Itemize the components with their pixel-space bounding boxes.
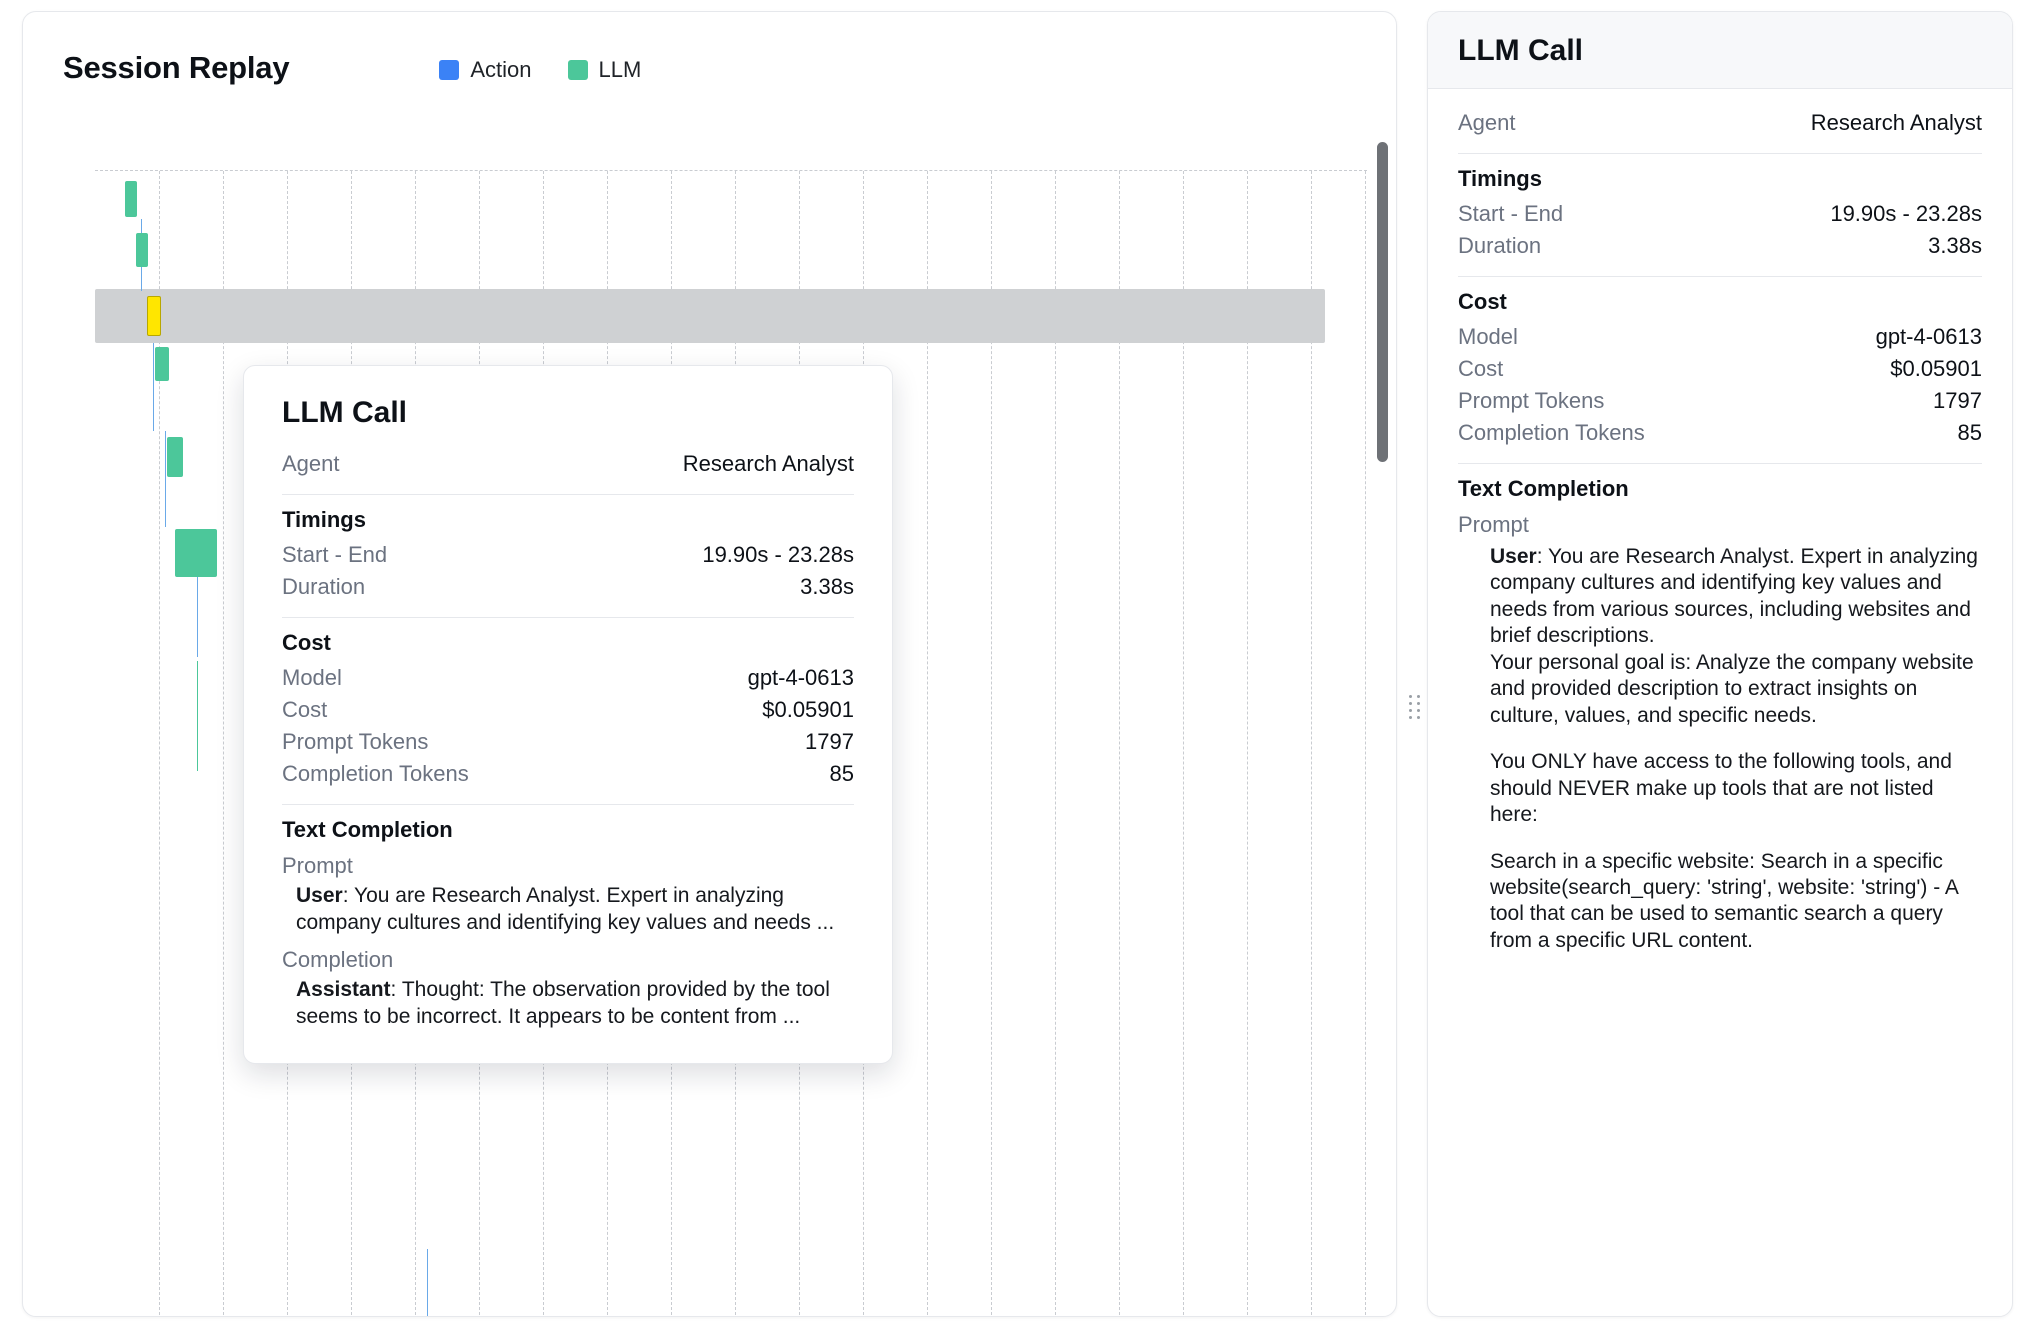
square-swatch-action-icon bbox=[439, 60, 459, 80]
panel-header bbox=[23, 12, 1396, 86]
details-duration-value: 3.38s bbox=[1928, 233, 1982, 258]
details-cost-row bbox=[1458, 353, 1982, 385]
tooltip-start-end-row bbox=[282, 539, 854, 571]
details-start-end-label: Start - End bbox=[1458, 201, 1564, 226]
details-model-value: gpt-4-0613 bbox=[1875, 324, 1982, 349]
details-prompt-paragraph: You ONLY have access to the following tools, and should NEVER make up tools that are not listed here: bbox=[1490, 750, 1952, 827]
connector-line bbox=[197, 661, 198, 771]
details-cost-label: Cost bbox=[1458, 356, 1504, 381]
tooltip-agent-row bbox=[282, 448, 854, 480]
handle-dot bbox=[1409, 716, 1412, 719]
tooltip-prompt-text: : You are Research Analyst. Expert in analyzing company cultures and identifying key values and needs ... bbox=[296, 884, 835, 934]
tooltip-completion-tokens-value: 85 bbox=[829, 761, 854, 786]
timeline-bar-llm[interactable] bbox=[155, 347, 169, 381]
details-prompt-label: Prompt bbox=[1458, 512, 1529, 537]
details-completion-tokens-label: Completion Tokens bbox=[1458, 420, 1645, 445]
details-prompt-paragraph: Search in a specific website: Search in a specific website(search_query: 'string', website: 'string') - A tool that can be used to semantic search a query from a specific URL content. bbox=[1490, 849, 1958, 952]
divider bbox=[282, 494, 854, 495]
details-cost-value: $0.05901 bbox=[1890, 356, 1982, 381]
tooltip-completion-tokens-row bbox=[282, 758, 854, 790]
tooltip-prompt-tokens-row bbox=[282, 726, 854, 758]
details-prompt-body bbox=[1490, 544, 1982, 954]
tooltip-start-end-label: Start - End bbox=[282, 542, 388, 567]
details-completion-tokens-row bbox=[1458, 417, 1982, 449]
tooltip-completion-tokens-label: Completion Tokens bbox=[282, 761, 469, 786]
details-prompt-tokens-label: Prompt Tokens bbox=[1458, 388, 1605, 413]
tooltip-agent-value: Research Analyst bbox=[682, 451, 854, 476]
legend-item-action[interactable] bbox=[439, 57, 531, 83]
tooltip-start-end-value: 19.90s - 23.28s bbox=[702, 542, 854, 567]
timeline-bar-selected[interactable] bbox=[147, 296, 161, 336]
divider bbox=[1458, 153, 1982, 154]
tooltip-prompt-tokens-value: 1797 bbox=[805, 729, 854, 754]
connector-line bbox=[427, 1249, 428, 1317]
tooltip-completion-text: : Thought: The observation provided by the tool seems to be incorrect. It appears to be content from ... bbox=[296, 977, 830, 1028]
details-prompt-paragraph bbox=[1490, 544, 1982, 729]
tooltip-completion-message bbox=[296, 977, 854, 1031]
tooltip-agent-label: Agent bbox=[282, 451, 340, 476]
details-cost-heading: Cost bbox=[1458, 289, 1507, 314]
connector-line bbox=[153, 343, 154, 431]
divider bbox=[282, 804, 854, 805]
timeline-bar-llm[interactable] bbox=[125, 181, 137, 217]
tooltip-model-label: Model bbox=[282, 665, 342, 690]
tooltip-title: LLM Call bbox=[282, 396, 407, 429]
legend-label-action: Action bbox=[470, 57, 532, 82]
tooltip-cost-heading: Cost bbox=[282, 630, 331, 655]
details-agent-label: Agent bbox=[1458, 110, 1516, 135]
handle-dot bbox=[1409, 709, 1412, 712]
handle-dot bbox=[1409, 695, 1412, 698]
tooltip-prompt-role: User bbox=[296, 884, 343, 907]
details-prompt-tokens-value: 1797 bbox=[1933, 388, 1982, 413]
details-title: LLM Call bbox=[1458, 34, 1583, 67]
tooltip-prompt-label: Prompt bbox=[282, 853, 353, 878]
tooltip-prompt-tokens-label: Prompt Tokens bbox=[282, 729, 429, 754]
tooltip-cost-value: $0.05901 bbox=[762, 697, 854, 722]
divider bbox=[282, 617, 854, 618]
square-swatch-llm-icon bbox=[568, 60, 588, 80]
divider bbox=[1458, 276, 1982, 277]
details-agent-row bbox=[1458, 107, 1982, 139]
tooltip-duration-label: Duration bbox=[282, 574, 366, 599]
legend-item-llm[interactable] bbox=[568, 57, 642, 83]
connector-line bbox=[165, 431, 166, 527]
session-replay-panel bbox=[22, 11, 1397, 1317]
tooltip-duration-value: 3.38s bbox=[800, 574, 854, 599]
details-timings-heading: Timings bbox=[1458, 166, 1542, 191]
details-start-end-row bbox=[1458, 198, 1982, 230]
details-duration-row bbox=[1458, 230, 1982, 262]
details-completion-tokens-value: 85 bbox=[1957, 420, 1982, 445]
gridline bbox=[1365, 171, 1366, 1317]
details-prompt-text-2: Your personal goal is: Analyze the company website and provided description to extract insights on culture, values, and specific needs. bbox=[1490, 650, 1974, 727]
page-title: Session Replay bbox=[63, 50, 290, 85]
tooltip-duration-row bbox=[282, 571, 854, 603]
details-prompt-text-1: : You are Research Analyst. Expert in analyzing company cultures and identifying key values and needs from various sources, including websites and brief descriptions. bbox=[1490, 545, 1978, 648]
details-duration-label: Duration bbox=[1458, 233, 1542, 258]
tooltip-completion-label: Completion bbox=[282, 946, 394, 972]
divider bbox=[1458, 463, 1982, 464]
handle-dot bbox=[1417, 702, 1420, 705]
details-model-label: Model bbox=[1458, 324, 1518, 349]
timeline-bar-llm[interactable] bbox=[175, 529, 217, 577]
llm-call-details-panel bbox=[1427, 11, 2013, 1317]
handle-dot bbox=[1417, 716, 1420, 719]
legend bbox=[439, 57, 641, 83]
details-prompt-role: User bbox=[1490, 545, 1537, 568]
handle-dot bbox=[1417, 695, 1420, 698]
details-start-end-value: 19.90s - 23.28s bbox=[1830, 201, 1982, 226]
handle-dot bbox=[1409, 702, 1412, 705]
tooltip-cost-label: Cost bbox=[282, 697, 328, 722]
timeline-vertical-scrollbar[interactable] bbox=[1377, 142, 1388, 462]
panel-resize-handle[interactable] bbox=[1407, 695, 1421, 721]
timeline-bar-llm[interactable] bbox=[136, 233, 148, 267]
handle-dot bbox=[1417, 709, 1420, 712]
tooltip-cost-row bbox=[282, 694, 854, 726]
connector-line bbox=[197, 577, 198, 657]
details-header bbox=[1428, 12, 2012, 89]
details-body bbox=[1428, 89, 2012, 964]
tooltip-model-row bbox=[282, 662, 854, 694]
legend-label-llm: LLM bbox=[598, 57, 642, 82]
tooltip-completion-role: Assistant bbox=[296, 977, 391, 1001]
selected-row-band[interactable] bbox=[95, 289, 1325, 343]
tooltip-prompt-message bbox=[296, 883, 854, 937]
timeline-bar-llm[interactable] bbox=[167, 437, 183, 477]
llm-call-tooltip bbox=[243, 365, 893, 1064]
details-prompt-tokens-row bbox=[1458, 385, 1982, 417]
tooltip-timings-heading: Timings bbox=[282, 507, 366, 532]
tooltip-model-value: gpt-4-0613 bbox=[747, 665, 854, 690]
details-model-row bbox=[1458, 321, 1982, 353]
details-agent-value: Research Analyst bbox=[1810, 110, 1982, 135]
tooltip-text-completion-heading: Text Completion bbox=[282, 817, 453, 842]
details-text-completion-heading: Text Completion bbox=[1458, 476, 1629, 501]
